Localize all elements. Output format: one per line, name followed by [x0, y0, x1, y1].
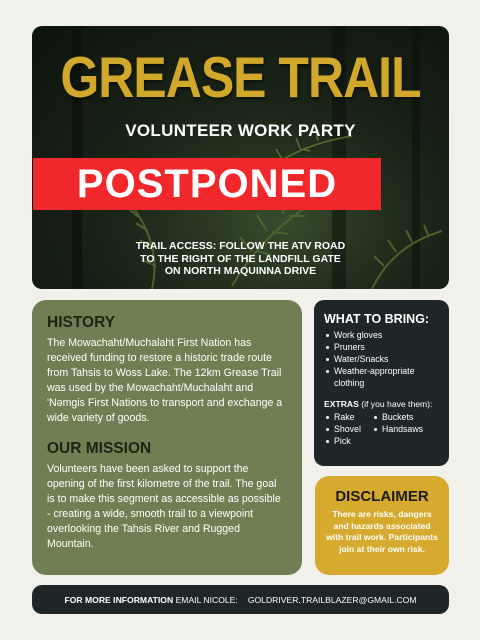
extras-label: EXTRAS — [324, 399, 359, 409]
disclaimer-heading: DISCLAIMER — [335, 488, 429, 505]
list-item: Weather-appropriate clothing — [324, 365, 441, 389]
contact-footer — [32, 585, 449, 614]
list-item: Work gloves — [324, 329, 441, 341]
list-item: Handsaws — [372, 423, 442, 435]
what-to-bring-heading: WHAT TO BRING: — [324, 312, 430, 326]
access-line: ON NORTH MAQUINNA DRIVE — [164, 265, 317, 277]
disclaimer-text: There are risks, dangers and hazards associated with trail work. Participants join at their own risk. — [326, 509, 438, 554]
list-item: Buckets — [372, 411, 442, 423]
extras-note: (if you have them): — [361, 399, 433, 409]
list-item: Pick — [324, 435, 372, 447]
access-line: TRAIL ACCESS: FOLLOW THE ATV ROAD — [135, 240, 346, 252]
access-line: TO THE RIGHT OF THE LANDFILL GATE — [140, 252, 341, 265]
footer-label: FOR MORE INFORMATION — [64, 594, 174, 605]
list-item: Pruners — [324, 341, 441, 353]
trail-access-note — [102, 240, 379, 278]
extras-heading — [324, 399, 441, 409]
mission-text: Volunteers have been asked to support the opening of the first kilometre of the trail. The goal is to make this segment as accessible as possible - creating a wide, smooth trail to a viewpoint overlooking the Tahsis River and Rugged Mountain. — [47, 463, 281, 550]
extras-list — [324, 411, 441, 447]
event-subtitle: VOLUNTEER WORK PARTY — [125, 121, 356, 140]
postponed-banner: POSTPONED — [33, 158, 381, 210]
list-item: Water/Snacks — [324, 353, 441, 365]
contact-email-link[interactable]: GOLDRIVER.TRAILBLAZER@GMAIL.COM — [247, 594, 417, 605]
list-item: Shovel — [324, 423, 372, 435]
mission-heading: OUR MISSION — [47, 440, 152, 457]
list-item: Rake — [324, 411, 372, 423]
bring-list — [324, 329, 441, 389]
disclaimer-card — [315, 476, 449, 575]
history-mission-card — [32, 300, 302, 575]
footer-info — [64, 595, 237, 605]
footer-contact: EMAIL NICOLE: — [175, 594, 238, 605]
event-title: GREASE TRAIL — [60, 45, 421, 110]
history-text: The Mowachaht/Muchalaht First Nation has received funding to restore a historic trade route from Tahsis to Woss Lake. The 12km Grease Trail was used by the Mowachaht/Muchalaht and 'Nəmgis First Nations to transport and exchange a wide variety of goods. — [47, 337, 283, 424]
what-to-bring-card — [314, 300, 449, 466]
history-heading: HISTORY — [47, 314, 116, 331]
